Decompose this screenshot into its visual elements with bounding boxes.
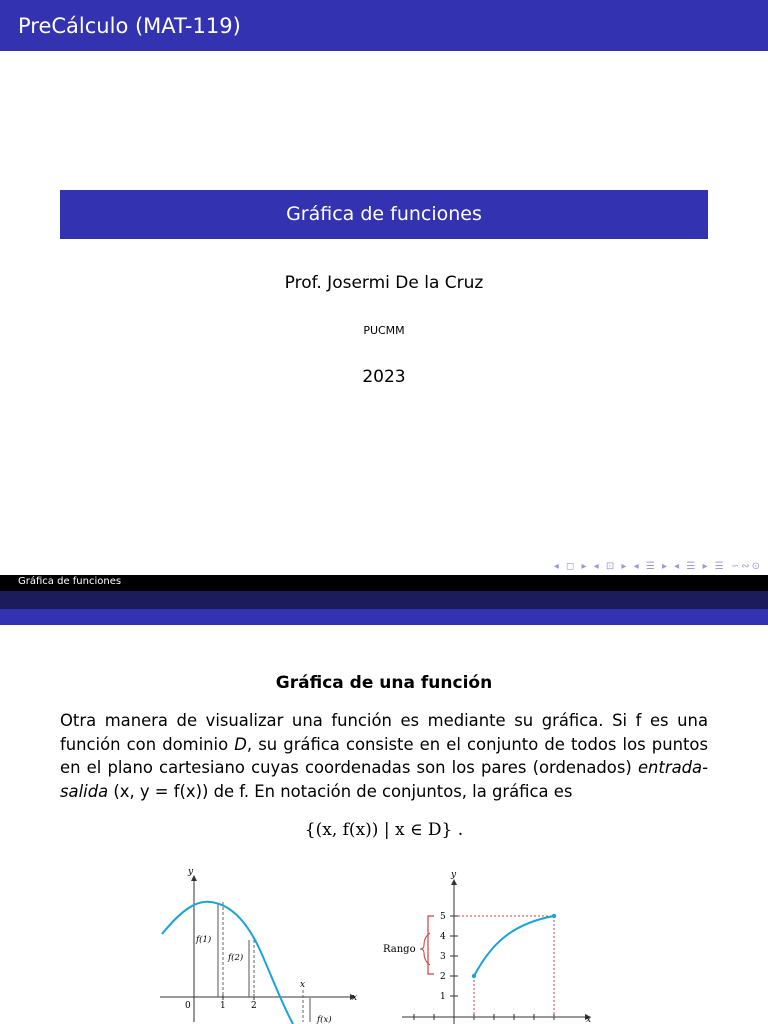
frame-title: Gráfica de una función: [275, 673, 493, 693]
y-axis-label: y: [188, 867, 194, 877]
author-name: Prof. Josermi De la Cruz: [284, 273, 484, 293]
text-part-3: (x, y = f(x)) de f. En notación de conjuntos, la gráfica es: [108, 781, 573, 801]
f2-label: f(2): [228, 953, 244, 963]
course-title: PreCálculo (MAT-119): [18, 14, 241, 38]
tick-label-2: 2: [251, 1001, 257, 1011]
slide2-header: [0, 591, 768, 625]
curve-end-point: [552, 914, 556, 918]
x-point-label: x: [300, 980, 306, 990]
f1-label: f(1): [196, 935, 212, 945]
left-function-graph: [150, 862, 370, 1024]
curve-start-point: [472, 974, 476, 978]
right-range-graph: [380, 862, 600, 1024]
institution-name: PUCMM: [363, 324, 405, 337]
range-label: Rango: [383, 944, 416, 955]
x-axis-label: x: [586, 1015, 592, 1024]
y-tick-4: 4: [440, 932, 446, 942]
emphasis-text: entrada-salida: [60, 758, 708, 801]
y-axis-label: y: [451, 870, 457, 880]
domain-symbol: D: [234, 734, 247, 754]
y-tick-2: 2: [440, 972, 446, 982]
text-part-1: Otra manera de visualizar una función es mediante su gráfica. Si f es una función con dominio: [60, 711, 708, 754]
presentation-title: Gráfica de funciones: [286, 203, 482, 225]
set-notation-formula: {(x, f(x)) | x ∈ D} .: [304, 820, 464, 840]
function-curve: [474, 916, 554, 976]
text-part-2: , su gráfica consiste en el conjunto de todos los puntos en el plano cartesiano cuyas coordenadas son los pares (ordenados): [60, 734, 708, 777]
footer-label: Gráfica de funciones: [18, 576, 122, 587]
y-tick-1: 1: [440, 992, 446, 1002]
title-block: [60, 190, 708, 239]
body-paragraph: [60, 709, 708, 803]
y-tick-3: 3: [440, 952, 446, 962]
tick-label-1: 1: [220, 1001, 226, 1011]
origin-label: 0: [185, 1001, 191, 1011]
y-tick-5: 5: [440, 912, 446, 922]
x-axis-label: x: [352, 993, 358, 1003]
range-bracket: [428, 916, 434, 974]
slide-header: [0, 0, 768, 51]
fx-label: f(x): [317, 1015, 332, 1024]
presentation-year: 2023: [362, 367, 406, 387]
footer-bar: [0, 575, 768, 591]
beamer-navigation-icons[interactable]: ◂ ◻ ▸ ◂ ⊡ ▸ ◂ ☰ ▸ ◂ ☰ ▸ ☰ ∽∾⊙: [553, 561, 762, 572]
